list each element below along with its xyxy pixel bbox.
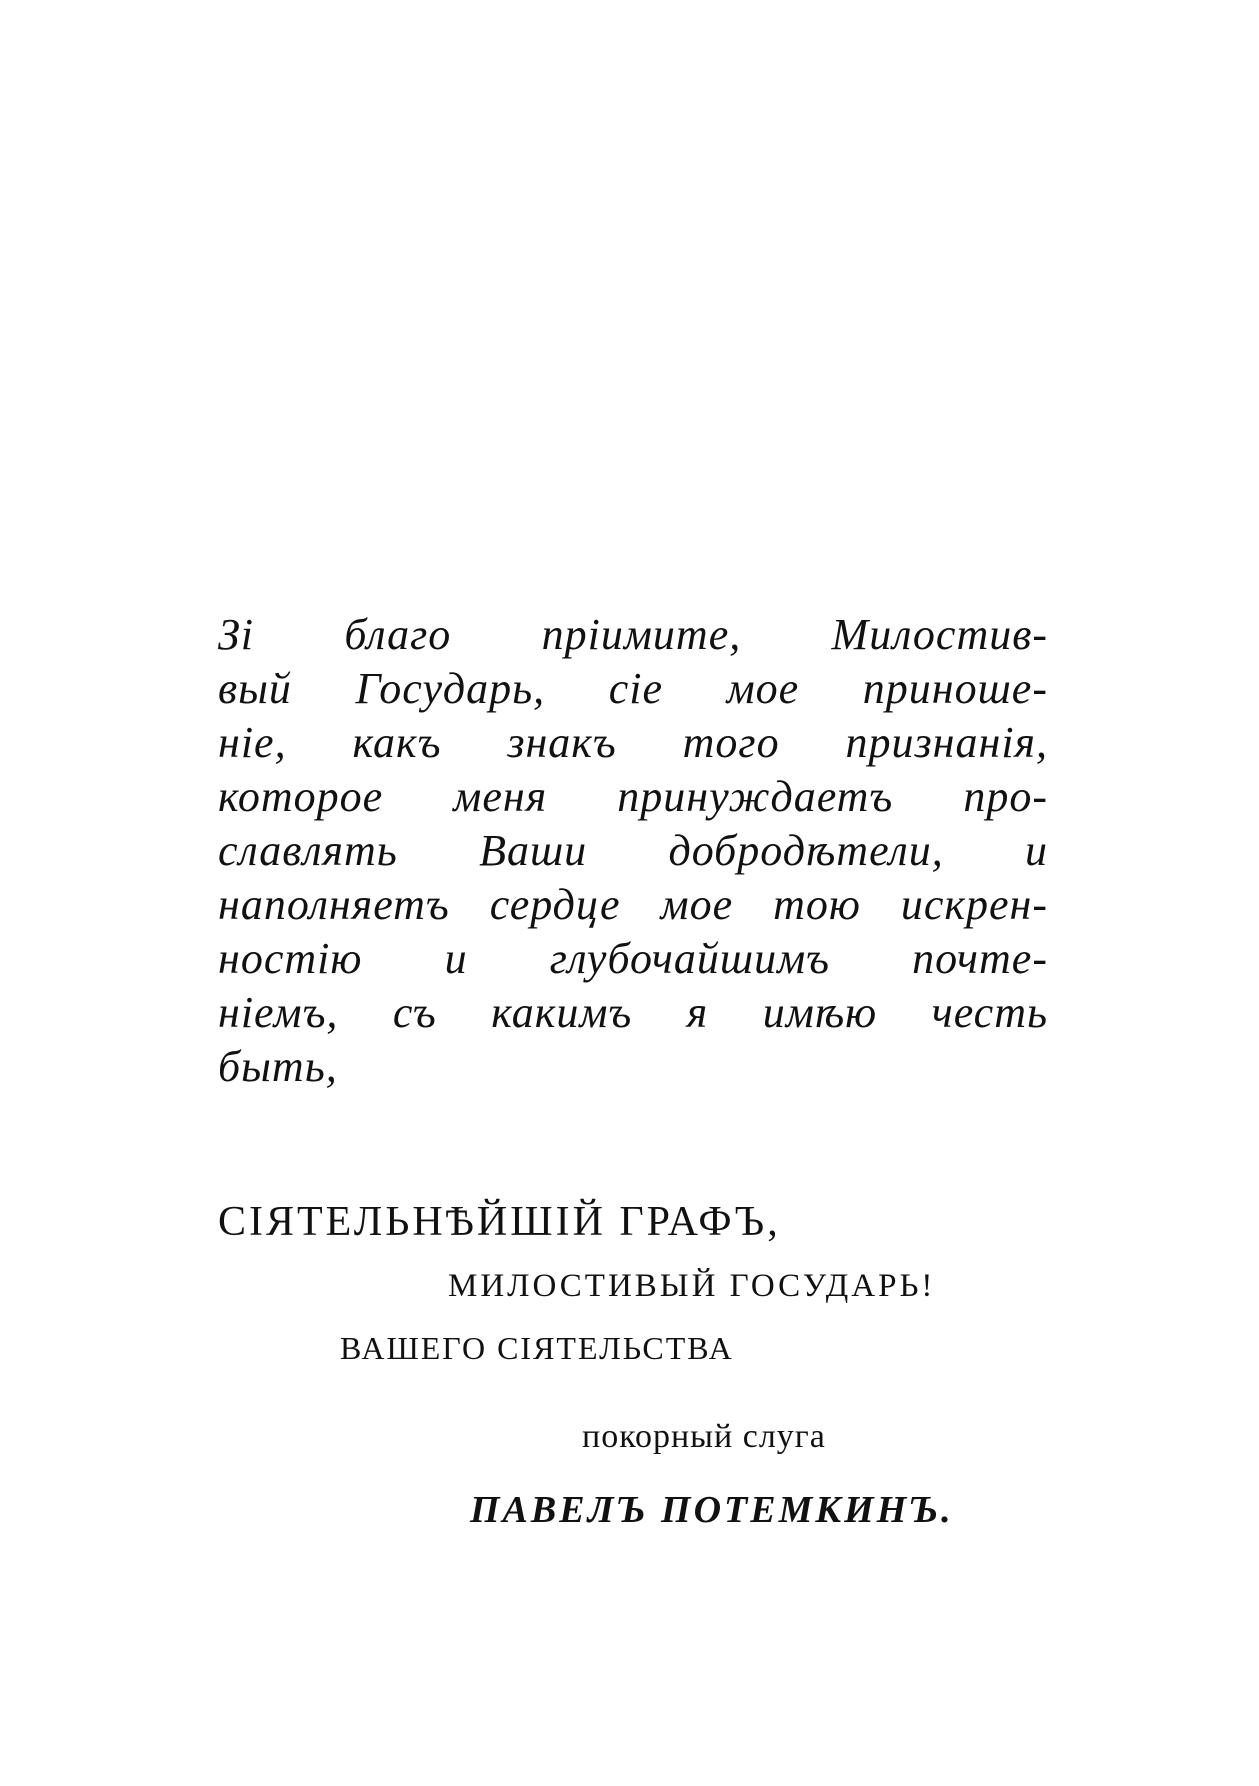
closing-address: СІЯТЕЛЬНѢЙШІЙ ГРАФЪ, (218, 1199, 781, 1245)
closing-salutation: МИЛОСТИВЫЙ ГОСУДАРЬ! (448, 1268, 936, 1304)
paragraph-line: ніемъ, съ какимъ я имѣю честь (218, 988, 1048, 1037)
paragraph-line: ностію и глубочайшимъ почте- (218, 934, 1048, 983)
paragraph-line: быть, (218, 1042, 338, 1091)
dedication-paragraph (218, 608, 1048, 1094)
paragraph-line: которое меня принуждаетъ про- (218, 772, 1048, 821)
paragraph-line: Зі благо пріимите, Милостив- (218, 610, 1048, 659)
paragraph-line: славлять Ваши добродѣтели, и (218, 826, 1048, 875)
paragraph-line: ніе, какъ знакъ того признанія, (218, 718, 1048, 767)
paragraph-line: наполняетъ сердце мое тою искрен- (218, 880, 1048, 929)
paragraph-line: вый Государь, сіе мое приноше- (218, 664, 1048, 713)
closing-servant: покорный слуга (582, 1418, 826, 1455)
signature: ПАВЕЛЪ ПОТЕМКИНЪ. (470, 1489, 954, 1531)
closing-excellency: ВАШЕГО СІЯТЕЛЬСТВА (340, 1330, 734, 1366)
